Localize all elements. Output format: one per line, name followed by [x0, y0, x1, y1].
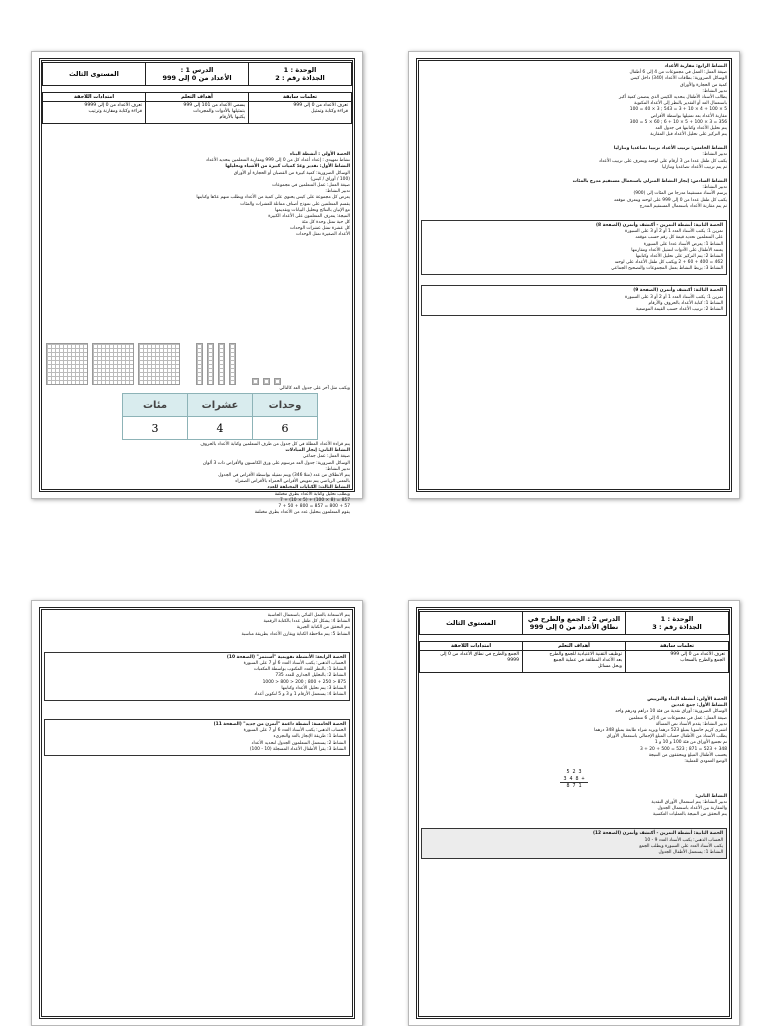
text-line: كمية من الحجارة والأوراق	[680, 82, 727, 88]
text-line: يعرض كل مجموعة على كيس يحتوي على كمية من الأعداد ويطلب منهم عدّها وكتابتها	[196, 195, 350, 201]
hundreds-block	[46, 343, 88, 385]
formula-line: 875 < 250 + 800 ; 200 < 800 < 1000	[262, 679, 346, 685]
learning-goals-column	[145, 93, 248, 123]
column-header: امتدادات اللاحقة	[43, 93, 145, 102]
page-content	[40, 60, 354, 516]
base-ten-blocks-illustration	[46, 343, 348, 385]
session-box	[421, 285, 727, 316]
table-caption-wrap	[44, 386, 350, 392]
text-line: يطلب الأستاذ من الأطفال حساب المبلغ الإجمالي باستعمال الأوراق	[606, 734, 727, 740]
text-line: (100 / أوراق / كيس)	[310, 176, 350, 182]
lesson-title: الدرس 1 :	[180, 65, 214, 74]
header-lesson-cell	[522, 612, 625, 634]
session-box	[44, 719, 350, 756]
sum-line: 8 7 1	[560, 782, 588, 790]
addend-line: 5 2 3	[566, 769, 582, 776]
text-line: تدبير النشاط:	[702, 152, 727, 158]
text-line: تمرين 1: يكتب الأستاذ العدد 1 أو 2 أو 3 على السبورة	[625, 229, 723, 235]
text-line: ويطلب تحليل وكتابة الأعداد بطرق مختلفة	[274, 491, 350, 497]
text-line: يرسم الأستاذ مستقيما مدرجا من المئات إلى (900)	[633, 191, 727, 197]
text-line: اشترى كريم حاسوبا بمبلغ 523 درهما ويريد شراء طابعة بمبلغ 348 درهما	[594, 727, 727, 733]
page-thumbnail-3	[31, 600, 363, 1026]
text-line: النشاط 3: يربط النشاط بعمل المجموعات والتصحيح الجماعي	[611, 266, 723, 272]
text-line: صيغة العمل: عمل في مجموعات من 4 إلى 6 متعلمين	[628, 715, 727, 721]
text-line: الوسائل الضرورية: بطاقات الأعداد (340) داخل كيس	[630, 76, 727, 82]
page-content	[40, 609, 354, 1017]
lesson-header	[419, 611, 729, 635]
header-level-cell	[420, 612, 522, 634]
text-line: تم تجميع الأوراق من فئة 100 و 10 و 1	[654, 740, 727, 746]
activity-title: النشاط الثالث: الكتابات المختلفة للعدد	[267, 485, 350, 491]
text-line: يتم تحليل الأعداد وكتابتها في جدول العد	[655, 125, 727, 131]
objective-item: يكتبها بالأرقام	[219, 115, 245, 121]
page-thumbnail-2	[408, 51, 740, 499]
text-line: النشاط 1: طريقة الإنجاز بالعد والتجزيء	[273, 734, 346, 740]
activity-block	[421, 179, 727, 210]
text-line: صيغة العمل: عمل المتعلمين في مجموعات	[271, 182, 350, 188]
text-line: والمقارنة بين الأعداد باستعمال الجدول	[657, 805, 727, 811]
place-value-header-row	[123, 394, 318, 417]
session-box	[421, 828, 727, 859]
text-line: على المتعلمين تحديد قيمة كل رقم حسب موقعه	[635, 235, 723, 241]
activity-title: النشاط السادس: إنجاز النشاط المنزلي باستعمال مستقيم مدرج بالمئات	[572, 179, 727, 184]
units-value: 6	[253, 417, 318, 440]
activity-title: النشاط الثاني: إنجاز المبادلات	[285, 448, 350, 454]
lesson-body-text	[421, 64, 727, 316]
objective-item: تعرف الأعداد من 0 إلى 999	[293, 103, 348, 108]
unit-cube	[252, 378, 259, 385]
text-line: النشاط 2: يتم التركيز على تحليل الأعداد وكتابتها	[635, 253, 723, 259]
worksheet-label: الجذاذة رقم : 3	[652, 623, 702, 631]
text-line: كل حبة تمثل وحدة كل مئة	[301, 220, 350, 226]
section-title: الحصة الأولى: أنشطة البناء والترييض	[647, 697, 727, 702]
text-line: تدبير النشاط: يقدم الأستاذ نص المسألة	[655, 721, 727, 727]
session-title: الحصة الرابعة: الأنشطة تقويمية "أستثمر" (الصفحة 10)	[226, 654, 346, 660]
session-title: الحصة الثالثة: أكتشف وأتمرن (الصفحة 9)	[633, 288, 723, 294]
column-header: أهداف التعلم	[146, 93, 248, 102]
lesson-body-text-2	[44, 442, 350, 516]
lesson-header	[42, 62, 352, 86]
text-line: نشاط تمهيدي : إعداد أعداد كل من 0 إلى 999 ومقارنة المتعلمين بتحديد الأعداد	[205, 158, 350, 164]
lesson-title: الدرس 2 : الجمع والطرح في	[527, 614, 621, 623]
unit-label: الوحدة : 1	[283, 65, 317, 74]
text-line: يتم الاستعانة بالعمل الثنائي باستعمال الحاسبة	[267, 613, 350, 618]
text-line: النتيجة: يتعرف المتعلمون على الأعداد الكبيرة	[268, 213, 350, 219]
worksheet-label: الجذاذة رقم : 2	[275, 74, 325, 82]
objective-item: تعرف الأعداد من 0 إلى 9999	[84, 103, 142, 108]
addend-line: 3 4 8 +	[563, 775, 585, 782]
text-line: النشاط 4: يستعمل الأرقام 1 و 3 و 5 لتكوين أعداد	[254, 691, 346, 697]
text-line: النشاط 2: بالتحليل الجداري للعدد 735	[275, 673, 346, 679]
hundreds-header: مئات	[123, 394, 188, 417]
text-line: يكتب كل طفل عددا من 3 أرقام على لوحته ويتعرف على ترتيب الأعداد	[598, 158, 727, 164]
text-line: يعتمد الأطفال على الأدوات لتمثيل الأعداد ومقارنتها	[631, 247, 723, 253]
lesson-body-text	[44, 152, 350, 239]
text-line: يطالب الأستاذ الأطفال بتحديد الكيس الذي يتضمن كمية أكبر	[619, 94, 727, 100]
column-header: أهداف التعلم	[523, 642, 625, 651]
objective-item: قراءة وكتابة وتمثيل	[311, 109, 348, 115]
column-header: تعلمات سابقة	[626, 642, 728, 651]
objective-item: قراءة وكتابة ومقارنة وترتيب	[88, 109, 142, 115]
vertical-addition	[421, 769, 727, 790]
level-label: المستوى الثالث	[446, 618, 496, 627]
objective-item: يسمي الأعداد من 101 إلى 999	[183, 103, 245, 108]
formula-line: 57 + 800 = 857 = 800 + 50 + 7	[278, 503, 350, 509]
session-box	[421, 220, 727, 276]
text-line: النشاط 5: يتم ملاحظة الكتابة ويقارن الأعداد بطريقة مناسبة	[241, 631, 350, 637]
text-line: مقارنة الأعداد بعد تمثيلها بواسطة الأقراص	[650, 113, 727, 119]
text-line: النشاط 2: ترتيب الأعداد حسب القيمة الموضعية	[635, 307, 723, 312]
text-line: النشاط 1: بالنظر للعدد المكتوب بواسطة المكعبات	[253, 667, 346, 673]
text-line: يتم التحقق من النتيجة بالعمليات العكسية	[653, 812, 727, 818]
text-line: النشاط 4: يشكل كل طفل عددا بالكتابة الرقمية	[263, 619, 350, 625]
text-line: تدبير النشاط:	[702, 185, 727, 191]
header-unit-cell	[625, 612, 728, 634]
objectives-table	[419, 641, 729, 673]
text-line: الأعداد الصغيرة تمثل الوحدات	[295, 232, 350, 238]
objective-item: بتمثيلها بالأدوات والمجردات	[193, 109, 245, 115]
text-line: الحساب الذهني: يكتب الأستاذ العدد 6 أو 7 على السبورة	[243, 660, 346, 666]
objective-item: بعد الأعداد المطلقة في عملية الجمع	[553, 658, 622, 664]
text-line: ثم يتم ترتيب الأعداد تصاعديا وتنازليا	[662, 164, 727, 170]
tens-value: 4	[188, 417, 253, 440]
text-line: الحساب الذهني: يكتب الأستاذ العدد 6 أو 7 على السبورة	[243, 728, 346, 734]
text-line: الوسائل الضرورية: كمية كبيرة من القضبان أو الحجارة أو الأوراق	[233, 170, 350, 176]
text-line: يحسب الأطفال المبلغ ويتحققون من النتيجة	[648, 752, 727, 758]
text-line: يتم التركيز على تحليل الأعداد قبل المقارنة	[650, 132, 727, 138]
text-line: يكتب الأستاذ العدد على السبورة ويطلب الجمع	[639, 843, 723, 849]
text-line: مع الإتيان بالنتائج وتحليل البيانات وتقديمها	[275, 207, 350, 213]
unit-label: الوحدة : 1	[660, 614, 694, 623]
text-line: تدبير النشاط: يتم استعمال الأوراق النقدية	[651, 799, 727, 805]
text-line: يقوم المتعلمون بتحليل عدد من الأعداد بطرق مختلفة	[254, 510, 350, 516]
header-unit-cell	[248, 63, 351, 85]
text-line: كل عشرة تمثل عشرات الوحدات	[289, 226, 350, 232]
text-line: يقسم المتعلمين على نموذج أصناف مماثلة للعشرات والمئات	[240, 201, 350, 207]
column-body	[523, 651, 625, 672]
header-level-cell	[43, 63, 145, 85]
text-line: بالمعنى الرياضي يتم تعويض الأقراص الحمراء بالأقراص الصفراء	[235, 479, 350, 485]
lesson-subtitle: نطاق الأعداد من 0 إلى 999	[529, 623, 619, 631]
hundreds-block	[92, 343, 134, 385]
column-header: امتدادات اللاحقة	[420, 642, 522, 651]
place-value-table	[122, 393, 318, 440]
activity-title: النشاط الخامس: ترتيب الأعداد ترتيبا تصاعديا وتنازليا	[613, 146, 727, 152]
formula-line: 462 = 400 + 60 + 2 ويكتب كل طفل الأعداد على لوحته	[614, 260, 723, 266]
session-title: الحصة الثانية: أنشطة التمرين - أكتشف وأتمرن (الصفحة 8)	[596, 222, 723, 228]
extensions-column	[43, 93, 145, 123]
lesson-body-text	[44, 613, 350, 756]
text-line: الوسائل الضرورية: أوراق نقدية من فئة 10 دراهم ودرهم واحد	[615, 709, 727, 715]
units-header: وحدات	[253, 394, 318, 417]
text-line: تدبير النشاط:	[325, 466, 350, 472]
objective-item: توظيف التقنية الاعتيادية للجمع والطرح	[549, 652, 622, 657]
place-value-values-row	[123, 417, 318, 440]
text-line: النشاط 1: يستعمل الأطفال الجدول	[658, 849, 723, 855]
formula-line: 857 = (8 × 100) + (5 × 10) + 7	[279, 497, 350, 503]
page-thumbnail-4	[408, 600, 740, 1026]
text-line: النشاط 1: يعرض الأستاذ عددا على السبورة	[643, 241, 723, 247]
text-line: باستعمال العد أو التقدير بالنظر إلى الأعداد المكتوبة	[634, 101, 727, 107]
session-title: الحصة الخامسة: أنشطة داعمة "أتمرن من جديد" (الصفحة 11)	[213, 722, 346, 728]
objective-item: الجمع والطرح في نطاق الأعداد من 0 إلى	[440, 652, 519, 657]
hundreds-block	[138, 343, 180, 385]
text-line: الوضع العمودي للعملية:	[684, 758, 727, 764]
text-line: ثم يتم مقارنة الأعداد باستعمال المستقيم المدرج	[639, 203, 727, 209]
session-title: الحصة الثانية: أنشطة التمرين - أكتشف وأتمرن (الصفحة 12)	[592, 831, 723, 837]
page-content	[417, 609, 731, 1017]
section-title: الحصة الأولى : أنشطة البناء	[290, 152, 350, 157]
column-body	[146, 102, 248, 123]
objective-item: وبحل مسائل	[597, 664, 622, 670]
text-line: يتم الانطلاق من عدد (مثلا 346) ويتم تمثيله بواسطة الأقراص في الجدول	[218, 472, 350, 478]
page-thumbnail-1	[31, 51, 363, 516]
prior-learning-column	[248, 93, 351, 123]
learning-goals-column	[522, 642, 625, 672]
text-line: تمرين 1: يكتب الأستاذ العدد 1 أو 2 أو 3 على السبورة	[625, 294, 723, 300]
lesson-body-text	[421, 697, 727, 859]
tens-rod	[207, 343, 214, 385]
tens-rod	[196, 343, 203, 385]
text-line: النشاط 3: يتم تحليل الأعداد وكتابتها	[281, 685, 346, 691]
activity-title: النشاط الرابع: مقارنة الأعداد	[664, 64, 727, 69]
formula-line: 348 + 523 = 871 ; 523 = 500 + 20 + 3	[639, 746, 727, 752]
table-caption: ويكتب مثل آخر على جدول العد كالتالي	[279, 386, 350, 391]
text-line: صيغة العمل: عمل جماعي	[302, 454, 350, 460]
text-line: الحساب الذهني: يكتب الأستاذ العدد 9 - 10	[644, 837, 723, 843]
text-line: النشاط 2: يستعمل المتعلمون الجدول لتحديد الأعداد	[251, 740, 346, 746]
unit-cube	[263, 378, 270, 385]
objectives-table	[42, 92, 352, 124]
objective-item: تعرف الأعداد من 0 إلى 999	[670, 652, 725, 657]
header-lesson-cell	[145, 63, 248, 85]
tens-header: عشرات	[188, 394, 253, 417]
text-line: تدبير النشاط:	[325, 189, 350, 195]
formula-line: 356 = 3 × 100 + 5 × 10 + 6 ; 60 × 5 = 300	[629, 119, 727, 125]
tens-rod	[218, 343, 225, 385]
text-line: يكتب كل طفل عددا من 0 إلى 999 على لوحته ويتعرف موقعه	[614, 197, 727, 203]
text-line: تدبير النشاط:	[702, 88, 727, 94]
text-line: صيغة العمل: العمل في مجموعات من 4 إلى 6 أطفال	[629, 70, 727, 76]
objective-item: 9999	[507, 658, 519, 664]
text-line: الوسائل الضرورية: جدول العد مرسوم على ورق الكانسون والأقراص ذات 3 ألوان	[202, 460, 350, 466]
text-line: يتم التحقق من الكتابة الجبرية	[296, 625, 350, 631]
column-body	[249, 102, 351, 116]
text-line: النشاط 3: يقرأ الأطفال الأعداد المسجلة (10 - 100)	[249, 746, 346, 752]
session-box	[44, 652, 350, 701]
column-body	[43, 102, 145, 116]
text-line: يتم قراءة الأعداد المطلة في كل جدول من طرف المتعلمين وكتابة الأعداد بالحروف	[200, 442, 350, 447]
formula-line: 5 × 100 + 4 × 10 + 3 = 543 ; 3 × 40 = 100	[629, 107, 727, 113]
activity-title: النشاط الأول: تقدير وعدّ كميات كبيرة من الأشياء وتحليلها	[225, 164, 350, 170]
unit-cube	[274, 378, 281, 385]
extensions-column	[420, 642, 522, 672]
tens-rod	[229, 343, 236, 385]
objective-item: الجمع والطرح بالسحاب	[680, 658, 725, 664]
activity-title: النشاط الأول: جمع عددين	[671, 703, 727, 709]
column-body	[626, 651, 728, 665]
text-line: النشاط 1: كتابة الأعداد بالحروف والأرقام	[648, 300, 723, 306]
lesson-subtitle: الأعداد من 0 إلى 999	[162, 74, 232, 82]
column-header: تعلمات سابقة	[249, 93, 351, 102]
page-content	[417, 60, 731, 490]
column-body	[420, 651, 522, 665]
hundreds-value: 3	[123, 417, 188, 440]
activity-block	[421, 146, 727, 171]
activity-title: النشاط الثاني:	[695, 793, 727, 799]
prior-learning-column	[625, 642, 728, 672]
level-label: المستوى الثالث	[69, 69, 119, 78]
